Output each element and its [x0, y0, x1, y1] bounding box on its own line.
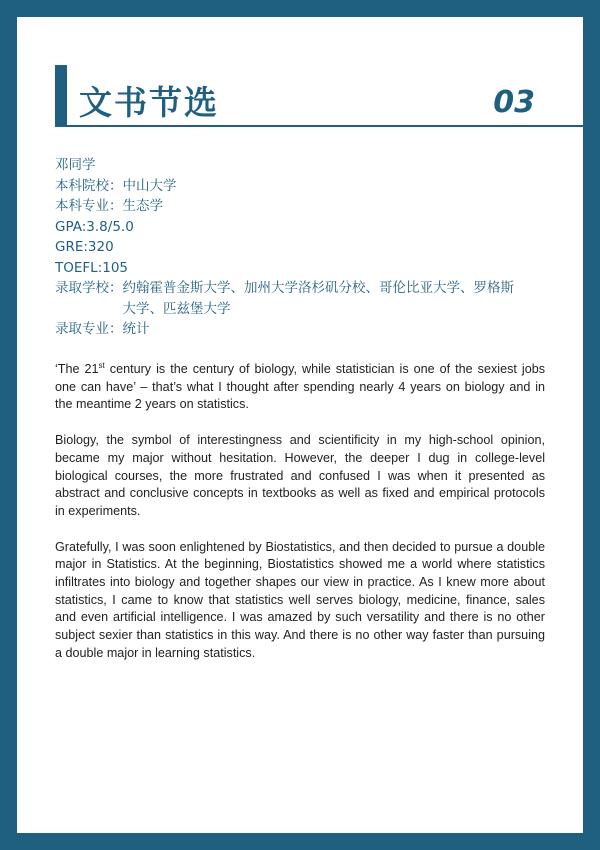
student-profile: [55, 155, 555, 340]
student-name: 邓同学: [55, 157, 96, 173]
profile-row-toefl: [55, 258, 555, 279]
profile-value: 约翰霍普金斯大学、加州大学洛杉矶分校、哥伦比亚大学、罗格斯大学、匹兹堡大学: [122, 280, 514, 317]
profile-name-row: [55, 155, 555, 176]
profile-row-school: [55, 176, 555, 197]
profile-label: GRE:: [55, 239, 88, 255]
essay-paragraph-1: [55, 361, 545, 414]
profile-value: 105: [102, 259, 129, 276]
page-title: 文书节选: [79, 83, 219, 122]
profile-value: 中山大学: [122, 177, 177, 194]
profile-label: 本科院校：: [55, 177, 123, 194]
profile-row-gre: [55, 237, 555, 258]
profile-row-admissions: [55, 278, 555, 319]
profile-row-program: [55, 319, 555, 340]
essay-text: ‘The 21: [55, 362, 99, 376]
profile-label: 本科专业：: [55, 198, 123, 214]
profile-label: 录取专业：: [55, 321, 123, 337]
superscript: st: [98, 360, 105, 370]
profile-label: GPA:: [55, 218, 87, 235]
essay-text: century is the century of biology, while statistician is one of the sexiest jobs one can have’ – that’s what I thought after spending nearly 4 years on biology and in the meantime 2 years on statistics.: [55, 362, 545, 412]
profile-value: 320: [87, 239, 114, 255]
essay-paragraph-2: Biology, the symbol of interestingness and scientificity in my high-school opinion, became my major without hesitation. However, the deeper I dug in college-level biological courses, the more frustrated and confused I was when it presented as abstract and conclusive concepts in textbooks as well as fixed and empirical protocols in experiments.: [55, 433, 545, 518]
essay-excerpt: [55, 361, 545, 681]
profile-label: TOEFL:: [55, 259, 103, 276]
title-accent-bar: [55, 65, 67, 127]
profile-value: 3.8/5.0: [86, 218, 134, 235]
profile-row-major: [55, 196, 555, 217]
title-divider: [67, 125, 583, 127]
profile-value: 生态学: [122, 198, 163, 214]
document-page: [17, 17, 583, 833]
profile-label: 录取学校：: [55, 280, 123, 296]
profile-value: 统计: [122, 321, 150, 337]
essay-paragraph-3: Gratefully, I was soon enlightened by Biostatistics, and then decided to pursue a double major in Statistics. At the beginning, Biostatistics showed me a world where statistics infiltrates into biology and together shapes our view in practice. As I knew more about statistics, I came to know that statistics well serves biology, medicine, finance, sales and even artificial intelligence. I was amazed by such versatility and there is no other subject sexier than statistics in this way. And there is no other way faster than pursuing a double major in learning statistics.: [55, 539, 545, 660]
profile-row-gpa: [55, 217, 555, 238]
page-number: 03: [493, 85, 535, 120]
